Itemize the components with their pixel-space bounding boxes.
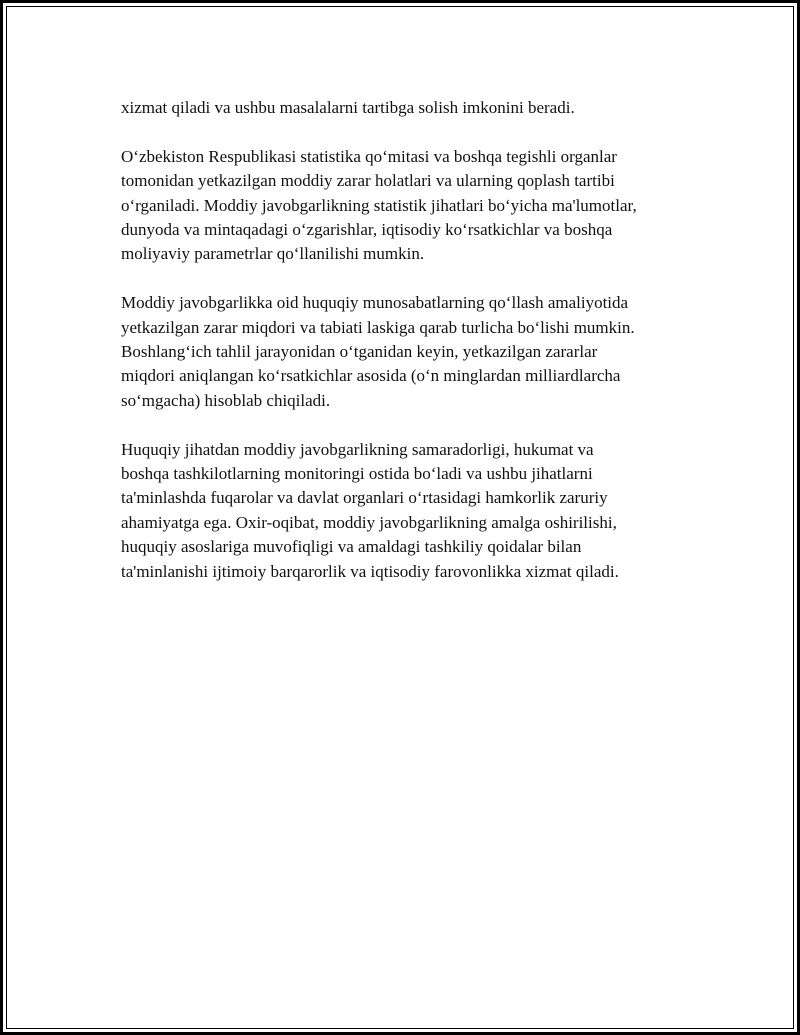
text-line: xizmat qiladi va ushbu masalalarni tartibga solish imkonini beradi. <box>121 98 575 117</box>
paragraph-3 <box>121 291 701 413</box>
document-body <box>121 96 701 608</box>
text-line: o‘rganiladi. Moddiy javobgarlikning statistik jihatlari bo‘yicha ma'lumotlar, <box>121 195 637 215</box>
text-line: Boshlang‘ich tahlil jarayonidan o‘tganidan keyin, yetkazilgan zararlar <box>121 342 598 362</box>
text-line: so‘mgacha) hisoblab chiqiladi. <box>121 390 331 410</box>
text-line: dunyoda va mintaqadagi o‘zgarishlar, iqtisodiy ko‘rsatkichlar va boshqa <box>121 220 613 240</box>
text-line: miqdori aniqlangan ko‘rsatkichlar asosida (o‘n minglardan milliardlarcha <box>121 366 621 386</box>
text-line: ta'minlanishi ijtimoiy barqarorlik va iqtisodiy farovonlikka xizmat qiladi. <box>121 561 619 581</box>
paragraph-1 <box>121 96 701 120</box>
text-line: moliyaviy parametrlar qo‘llanilishi mumkin. <box>121 244 425 264</box>
paragraph-2 <box>121 145 701 267</box>
text-line: yetkazilgan zarar miqdori va tabiati laskiga qarab turlicha bo‘lishi mumkin. <box>121 317 635 337</box>
text-line: ahamiyatga ega. Oxir-oqibat, moddiy javobgarlikning amalga oshirilishi, <box>121 512 617 532</box>
paragraph-4 <box>121 438 701 584</box>
text-line: huquqiy asoslariga muvofiqligi va amaldagi tashkiliy qoidalar bilan <box>121 537 582 557</box>
text-line: Moddiy javobgarlikka oid huquqiy munosabatlarning qo‘llash amaliyotida <box>121 293 629 313</box>
text-line: boshqa tashkilotlarning monitoringi ostida bo‘ladi va ushbu jihatlarni <box>121 464 593 484</box>
text-line: O‘zbekiston Respublikasi statistika qo‘mitasi va boshqa tegishli organlar <box>121 146 617 166</box>
text-line: tomonidan yetkazilgan moddiy zarar holatlari va ularning qoplash tartibi <box>121 171 615 191</box>
text-line: Huquqiy jihatdan moddiy javobgarlikning samaradorligi, hukumat va <box>121 439 594 459</box>
text-line: ta'minlashda fuqarolar va davlat organlari o‘rtasidagi hamkorlik zaruriy <box>121 488 608 508</box>
